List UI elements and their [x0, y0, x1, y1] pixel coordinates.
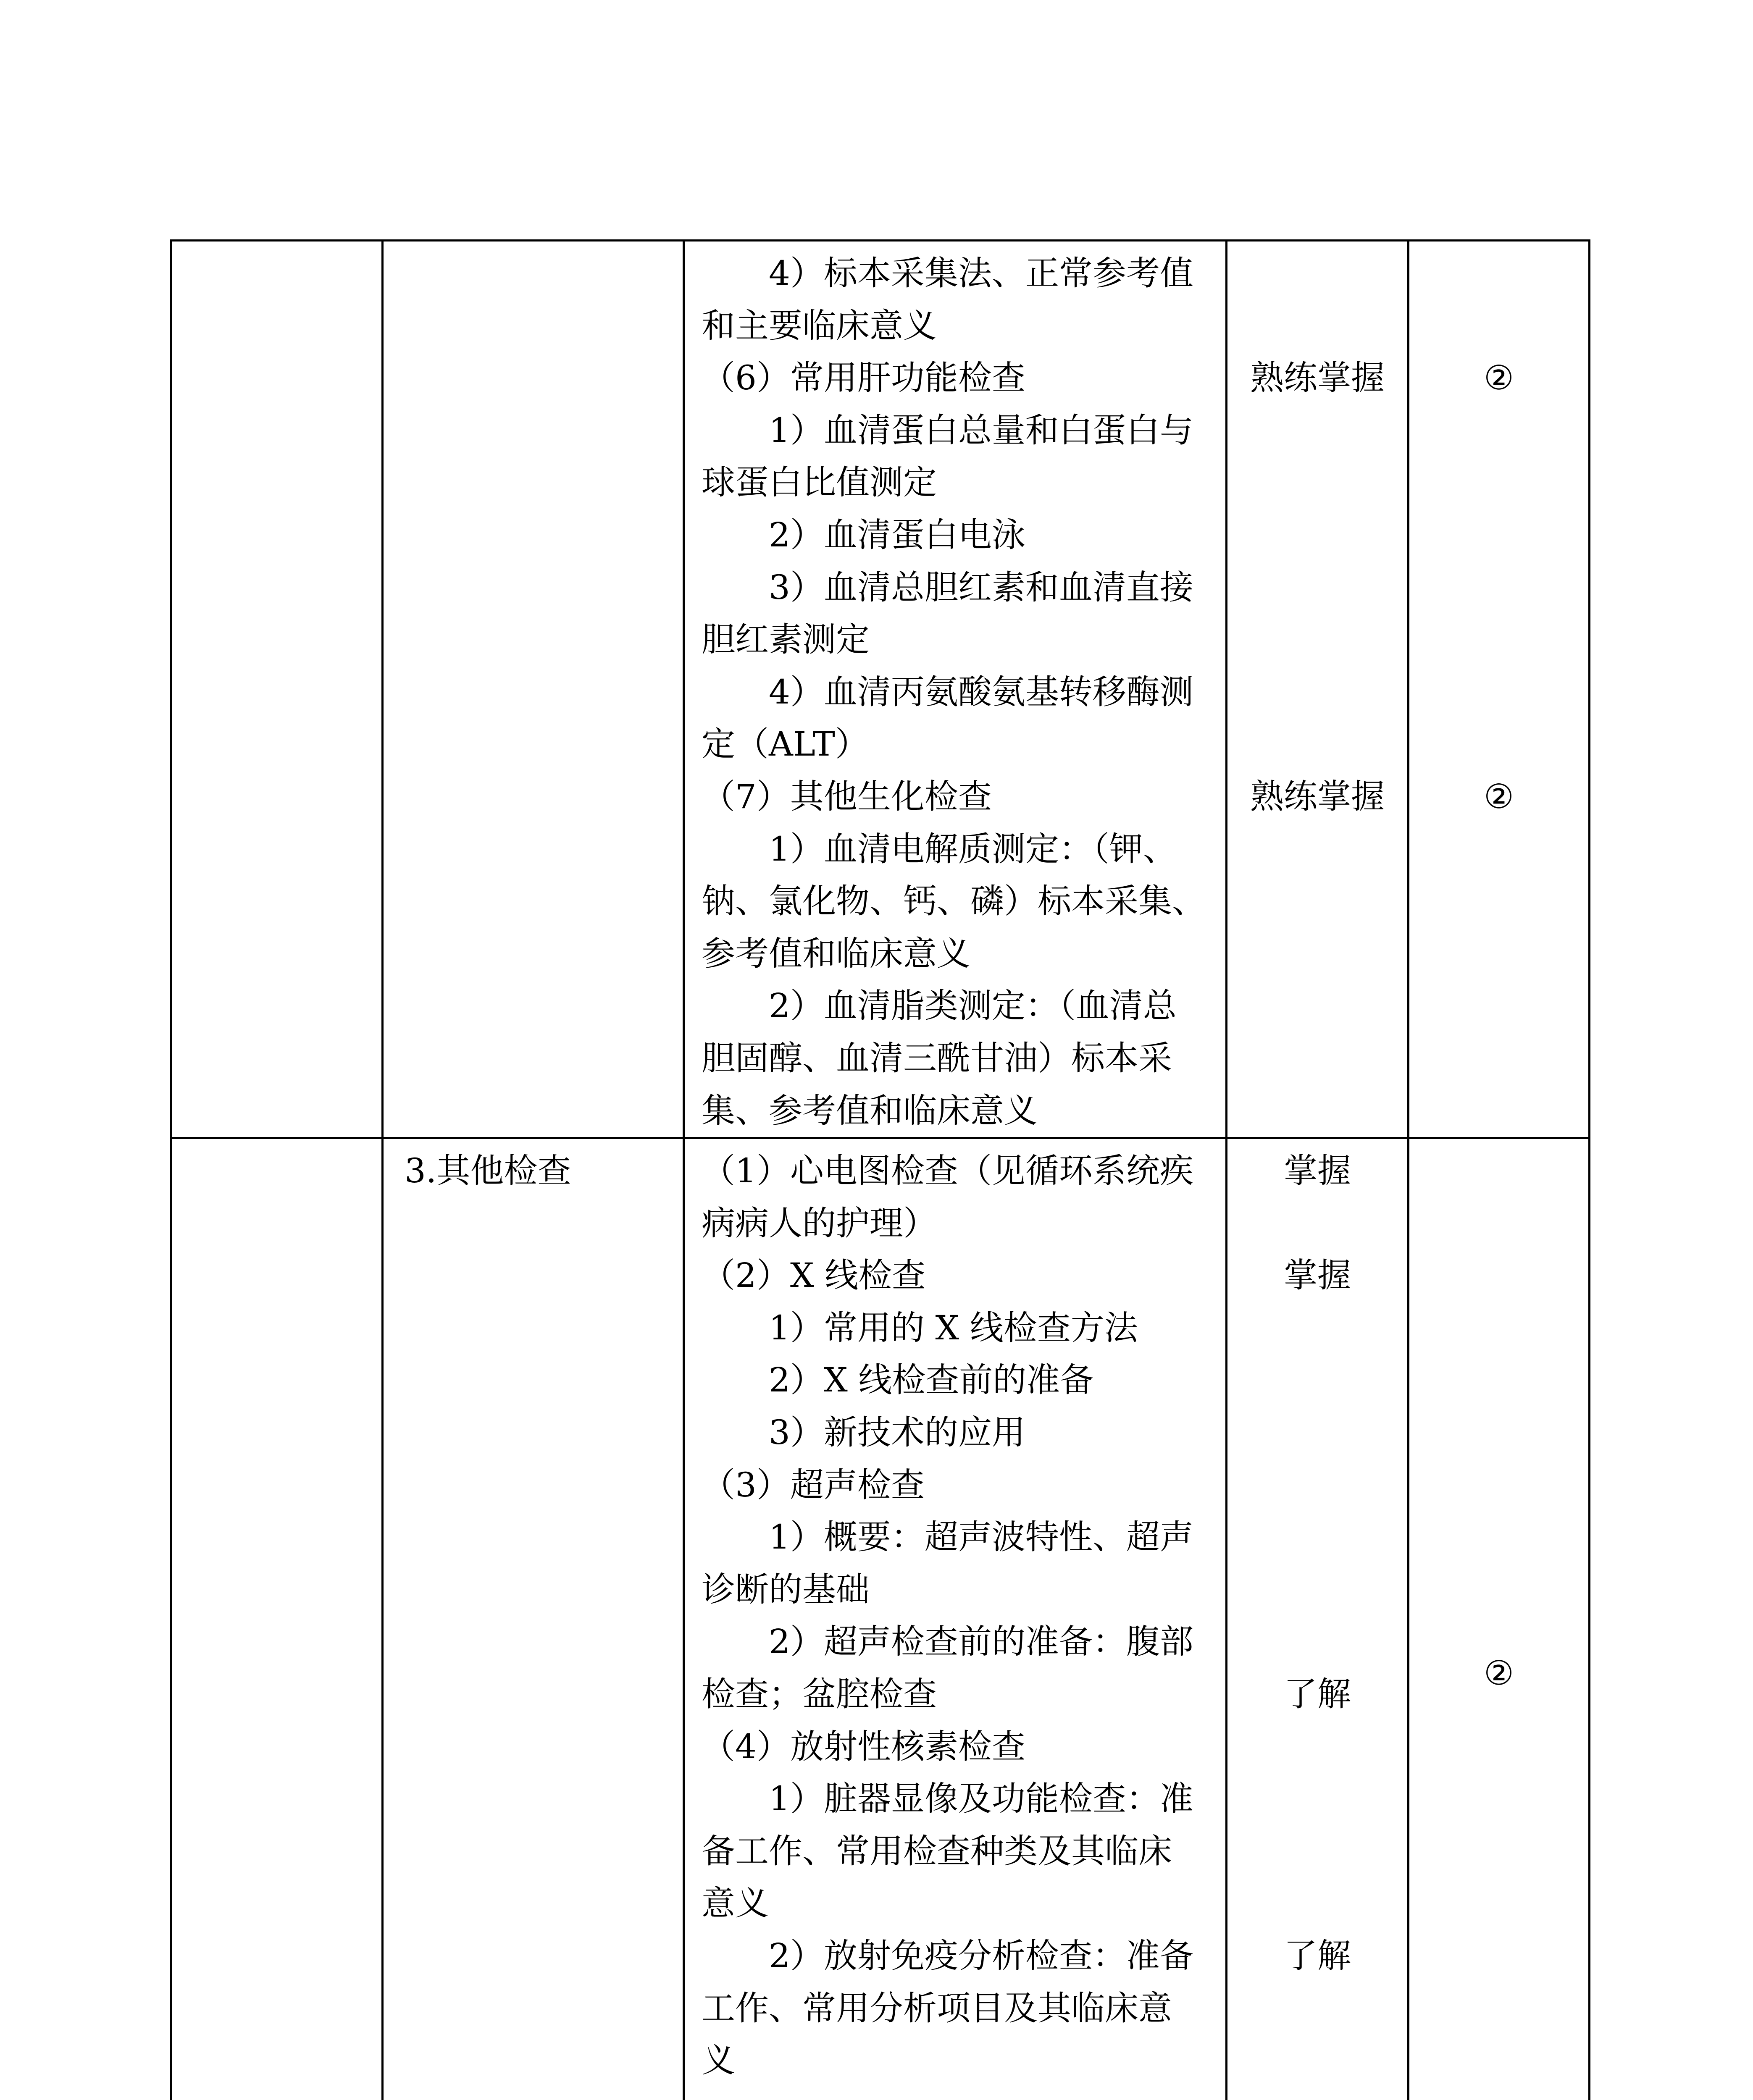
level-cell: [1409, 241, 1590, 1138]
content-line: 1）常用的 X 线检查方法: [769, 1308, 1138, 1347]
content-line: 2）血清脂类测定：（血清总: [769, 986, 1177, 1026]
content-line: 义: [702, 2041, 735, 2080]
content-line: 1）血清电解质测定：（钾、: [769, 829, 1177, 869]
level-cell: [1409, 1138, 1590, 2100]
level-label: [1409, 980, 1588, 1032]
content-line: 工作、常用分析项目及其临床意: [702, 1988, 1172, 2028]
requirement-label: [1227, 666, 1407, 719]
level-label: [1409, 1032, 1588, 1085]
level-label: ②: [1484, 1654, 1514, 1693]
requirement-label: 了解: [1284, 1936, 1351, 1975]
requirement-label: [1227, 1616, 1407, 1668]
content-line: 1）概要：超声波特性、超声: [769, 1517, 1193, 1557]
requirement-label: [1227, 1825, 1407, 1878]
content-line: 定（ALT）: [702, 724, 869, 764]
content-line: 参考值和临床意义: [702, 934, 970, 973]
topic-cell: [383, 241, 684, 1138]
requirement-label: [1227, 1197, 1407, 1250]
requirement-label: [1227, 1032, 1407, 1085]
content-line: （1）心电图检查（见循环系统疾: [702, 1151, 1193, 1191]
content-line: 备工作、常用检查种类及其临床: [702, 1831, 1172, 1871]
level-label: [1409, 562, 1588, 614]
content-line: 意义: [702, 1884, 769, 1923]
level-label: [1409, 823, 1588, 876]
requirement-label: 了解: [1284, 1675, 1351, 1714]
requirement-cell: [1227, 241, 1409, 1138]
content-cell: [684, 1138, 1227, 2100]
content-line: （7）其他生化检查: [702, 777, 992, 816]
content-line: 1）血清蛋白总量和白蛋白与: [769, 410, 1193, 450]
content-line: 检查；盆腔检查: [702, 1675, 937, 1714]
requirement-label: [1227, 2034, 1407, 2087]
level-label: [1409, 247, 1588, 300]
content-line: 球蛋白比值测定: [702, 463, 937, 502]
topic-label: 3.其他检查: [405, 1151, 571, 1191]
requirement-label: [1227, 300, 1407, 352]
content-line: （6）常用肝功能检查: [702, 358, 1025, 398]
requirement-label: 掌握: [1284, 1256, 1351, 1295]
content-line: 2）血清蛋白电泳: [769, 515, 1025, 554]
level-label: ②: [1484, 358, 1514, 398]
requirement-label: [1227, 1511, 1407, 1564]
level-label: [1409, 718, 1588, 771]
requirement-label: [1227, 928, 1407, 980]
level-label: [1409, 457, 1588, 509]
level-label: [1409, 666, 1588, 719]
requirement-label: [1227, 1721, 1407, 1773]
level-label: ②: [1484, 777, 1514, 816]
content-line: 胆红素测定: [702, 620, 870, 659]
content-line: 3）新技术的应用: [769, 1413, 1025, 1452]
content-line: 钠、氯化物、钙、磷）标本采集、: [702, 882, 1206, 921]
content-line: 2）X 线检查前的准备: [769, 1360, 1094, 1400]
requirement-label: [1227, 718, 1407, 771]
requirement-label: [1227, 875, 1407, 928]
level-label: [1409, 614, 1588, 666]
requirement-label: [1227, 247, 1407, 300]
requirement-label: [1227, 1459, 1407, 1512]
content-line: 4）标本采集法、正常参考值: [769, 254, 1193, 293]
requirement-label: [1227, 457, 1407, 509]
level-label: [1409, 404, 1588, 457]
content-line: 胆固醇、血清三酰甘油）标本采: [702, 1038, 1172, 1078]
level-label: [1409, 509, 1588, 562]
requirement-label: [1227, 1982, 1407, 2035]
table-row: [171, 1138, 1590, 2100]
content-line: （2）X 线检查: [702, 1256, 926, 1295]
requirement-label: [1227, 1877, 1407, 1930]
content-line: 诊断的基础: [702, 1570, 870, 1609]
level-label: [1409, 1085, 1588, 1137]
topic-cell: [383, 1138, 684, 2100]
level-label: [1409, 300, 1588, 352]
content-line: 3）血清总胆红素和血清直接: [769, 567, 1193, 607]
table-row: [171, 241, 1590, 1138]
requirement-label: 熟练掌握: [1250, 358, 1385, 398]
requirement-label: [1227, 404, 1407, 457]
requirement-label: [1227, 980, 1407, 1032]
requirement-label: [1227, 1564, 1407, 1616]
section-cell: [171, 1138, 383, 2100]
content-line: 病病人的护理）: [702, 1203, 937, 1243]
requirement-label: [1227, 1302, 1407, 1354]
content-line: 2）放射免疫分析检查：准备: [769, 1936, 1193, 1975]
requirement-label: 熟练掌握: [1250, 777, 1385, 816]
requirement-label: [1227, 823, 1407, 876]
requirement-label: 掌握: [1284, 1151, 1351, 1191]
syllabus-table: [170, 239, 1590, 2100]
requirement-label: [1227, 1354, 1407, 1407]
requirement-label: [1227, 614, 1407, 666]
content-line: 2）超声检查前的准备：腹部: [769, 1622, 1193, 1662]
section-cell: [171, 241, 383, 1138]
content-line: （4）放射性核素检查: [702, 1727, 1025, 1766]
content-line: 集、参考值和临床意义: [702, 1091, 1038, 1130]
content-line: （3）超声检查: [702, 1465, 925, 1504]
requirement-label: [1227, 1085, 1407, 1137]
content-cell: [684, 241, 1227, 1138]
content-line: 4）血清丙氨酸氨基转移酶测: [769, 672, 1193, 711]
requirement-label: [1227, 509, 1407, 562]
level-label: [1409, 875, 1588, 928]
requirement-label: [1227, 1773, 1407, 1825]
level-label: [1409, 928, 1588, 980]
content-line: 和主要临床意义: [702, 306, 937, 345]
requirement-cell: [1227, 1138, 1409, 2100]
content-line: 1）脏器显像及功能检查：准: [769, 1779, 1193, 1819]
requirement-label: [1227, 562, 1407, 614]
requirement-label: [1227, 1407, 1407, 1459]
